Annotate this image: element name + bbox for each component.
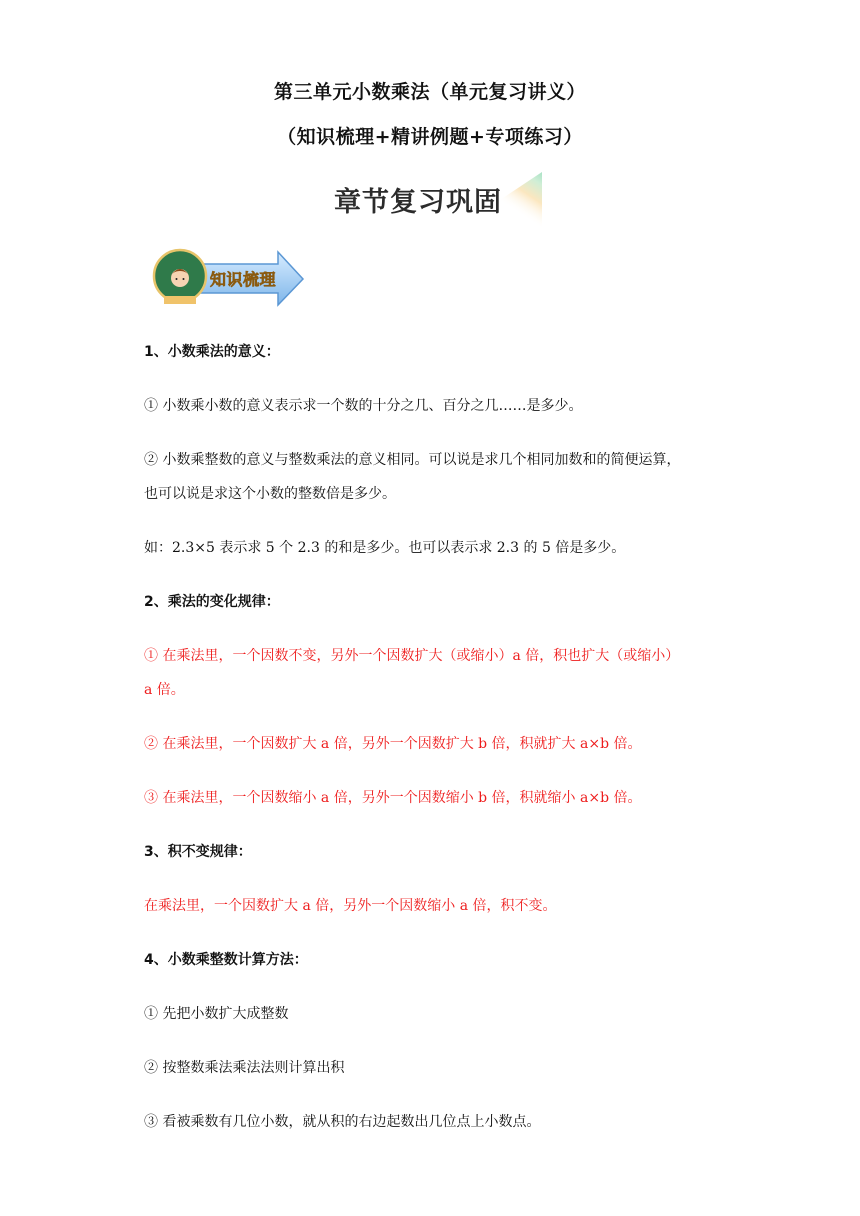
knowledge-badge <box>150 248 305 308</box>
rule-text: ② 在乘法里，一个因数扩大 a 倍，另外一个因数扩大 b 倍，积就扩大 a×b 倍。 <box>144 736 642 752</box>
document-subtitle: （知识梳理+精讲例题+专项练习） <box>277 126 583 148</box>
step-text: ① 先把小数扩大成整数 <box>144 1006 289 1022</box>
step-text: ② 按整数乘法乘法法则计算出积 <box>144 1060 345 1076</box>
rule-text: ① 在乘法里，一个因数不变，另外一个因数扩大（或缩小）a 倍，积也扩大（或缩小） <box>144 648 680 664</box>
knowledge-badge-label: 知识梳理 <box>210 270 277 289</box>
section-heading-2: 2、乘法的变化规律： <box>144 594 280 610</box>
chapter-banner <box>328 172 542 236</box>
section-heading-4: 4、小数乘整数计算方法： <box>144 952 308 968</box>
step-text: ③ 看被乘数有几位小数，就从积的右边起数出几位点上小数点。 <box>144 1114 541 1130</box>
document-title: 第三单元小数乘法（单元复习讲义） <box>273 81 586 103</box>
rule-text: a 倍。 <box>144 682 185 698</box>
example-text: 如：2.3×5 表示求 5 个 2.3 的和是多少。也可以表示求 2.3 的 5 倍是多少。 <box>144 540 626 556</box>
rule-text: 在乘法里，一个因数扩大 a 倍，另外一个因数缩小 a 倍，积不变。 <box>144 898 557 914</box>
rule-text: ③ 在乘法里，一个因数缩小 a 倍，另外一个因数缩小 b 倍，积就缩小 a×b 倍。 <box>144 790 642 806</box>
paragraph: ① 小数乘小数的意义表示求一个数的十分之几、百分之几……是多少。 <box>144 398 583 414</box>
banner-title: 章节复习巩固 <box>334 187 502 218</box>
paragraph: ② 小数乘整数的意义与整数乘法的意义相同。可以说是求几个相同加数和的简便运算， <box>144 452 681 468</box>
section-heading-3: 3、积不变规律： <box>144 844 252 860</box>
paragraph: 也可以说是求这个小数的整数倍是多少。 <box>144 486 396 502</box>
section-heading-1: 1、小数乘法的意义： <box>144 344 280 360</box>
